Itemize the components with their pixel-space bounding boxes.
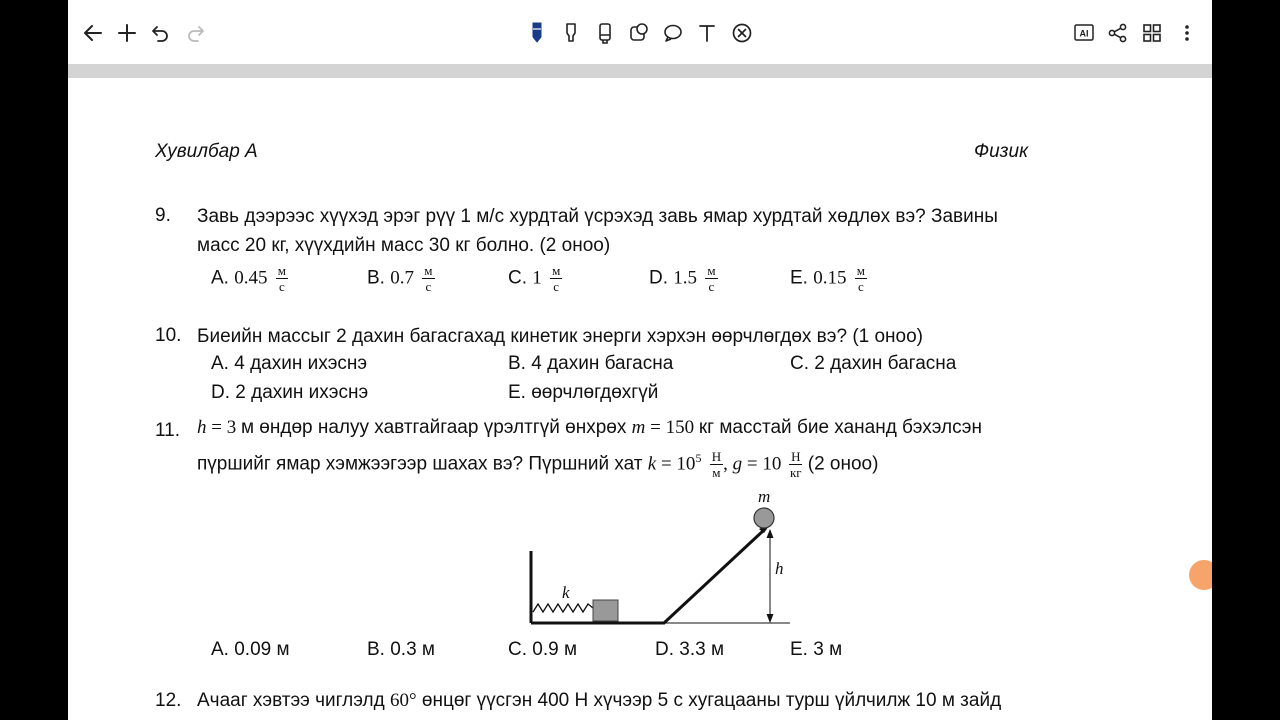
q9-line1: Завь дээрээс хүүхэд эрэг рүү 1 м/с хурдтай үсрэхэд завь ямар хурдтай хөдлөх вэ? Завины <box>197 206 998 227</box>
height-arrow-top <box>767 529 774 538</box>
q10-number: 10. <box>155 325 182 346</box>
toolbar-divider <box>68 64 1212 78</box>
ai-icon-label: AI <box>1079 28 1089 39</box>
undo-icon[interactable] <box>146 18 176 48</box>
more-icon[interactable] <box>1172 18 1202 48</box>
height-arrow-bottom <box>767 614 774 623</box>
q11-option-c: C. 0.9 м <box>508 639 578 660</box>
redo-icon[interactable] <box>180 18 210 48</box>
q12-text: Ачааг хэвтээ чиглэлд 60° өнцөг үүсгэн 400 Н хүчээр 5 с хугацааны турш үйлчилж 10 м зайд <box>197 690 1002 711</box>
close-circle-icon[interactable] <box>727 18 757 48</box>
q9-option-e: E. 0.15 $\frac{м}{с}$ <box>790 263 865 294</box>
q10-option-b: B. 4 дахин багасна <box>508 353 674 374</box>
q11-option-a: A. 0.09 м <box>211 639 290 660</box>
q9-text <box>197 202 1157 260</box>
toolbar <box>68 0 1212 64</box>
plus-icon[interactable] <box>112 18 142 48</box>
pen-icon[interactable] <box>522 18 552 48</box>
q11-option-b: B. 0.3 м <box>367 639 435 660</box>
back-arrow-icon[interactable] <box>78 18 108 48</box>
q11-option-e: E. 3 м <box>790 639 843 660</box>
q10-option-c: C. 2 дахин багасна <box>790 353 957 374</box>
m-label: m <box>758 487 771 506</box>
app-window <box>68 0 1212 720</box>
floating-page-indicator[interactable] <box>1189 560 1212 590</box>
q11-line1: h = 3 м өндөр налуу хавтгайгаар үрэлтгүй өнхрөх m = 150 кг масстай бие хананд бэхэлсэн <box>197 417 982 438</box>
eraser-icon[interactable] <box>590 18 620 48</box>
q11-number: 11. <box>155 420 181 441</box>
lasso-icon[interactable] <box>624 18 654 48</box>
grid-icon[interactable] <box>1137 18 1167 48</box>
spring-shape <box>533 604 593 612</box>
ai-icon[interactable] <box>1069 18 1099 48</box>
q9-option-d: D. 1.5 $\frac{м}{с}$ <box>649 263 716 294</box>
q11-option-d: D. 3.3 м <box>655 639 725 660</box>
q10-text: Биеийн массыг 2 дахин багасгахад кинетик энерги хэрхэн өөрчлөгдөх вэ? (1 оноо) <box>197 326 924 347</box>
header-subject: Физик <box>974 141 1029 162</box>
q9-line2: масс 20 кг, хүүхдийн масс 30 кг болно. (2 оноо) <box>197 235 611 256</box>
q11-figure <box>518 483 808 628</box>
header-variant: Хувилбар А <box>155 141 258 162</box>
q11-line2: пүршийг ямар хэмжээгээр шахах вэ? Пүршний хат $k = 10^5$ $\frac{Н}{м}$ , g = 10 $\frac{Н}{кг}$ (2 оноо) <box>197 449 879 480</box>
ball-shape <box>754 508 774 528</box>
share-icon[interactable] <box>1103 18 1133 48</box>
shape-icon[interactable] <box>658 18 688 48</box>
q9-number: 9. <box>155 205 171 226</box>
q10-option-e: E. өөрчлөгдөхгүй <box>508 382 659 403</box>
q10-option-a: A. 4 дахин ихэснэ <box>211 353 368 374</box>
block-shape <box>593 600 618 621</box>
k-label: k <box>562 583 570 602</box>
highlighter-icon[interactable] <box>556 18 586 48</box>
text-icon[interactable] <box>692 18 722 48</box>
q9-option-b: B. 0.7 $\frac{м}{с}$ <box>367 263 433 294</box>
q9-option-c: C. 1 $\frac{м}{с}$ <box>508 263 561 294</box>
q9-option-a: A. 0.45 $\frac{м}{с}$ <box>211 263 286 294</box>
q12-number: 12. <box>155 690 182 711</box>
ramp-line <box>664 530 764 623</box>
q10-option-d: D. 2 дахин ихэснэ <box>211 382 369 403</box>
h-label: h <box>775 559 784 578</box>
document-page[interactable] <box>68 78 1212 720</box>
